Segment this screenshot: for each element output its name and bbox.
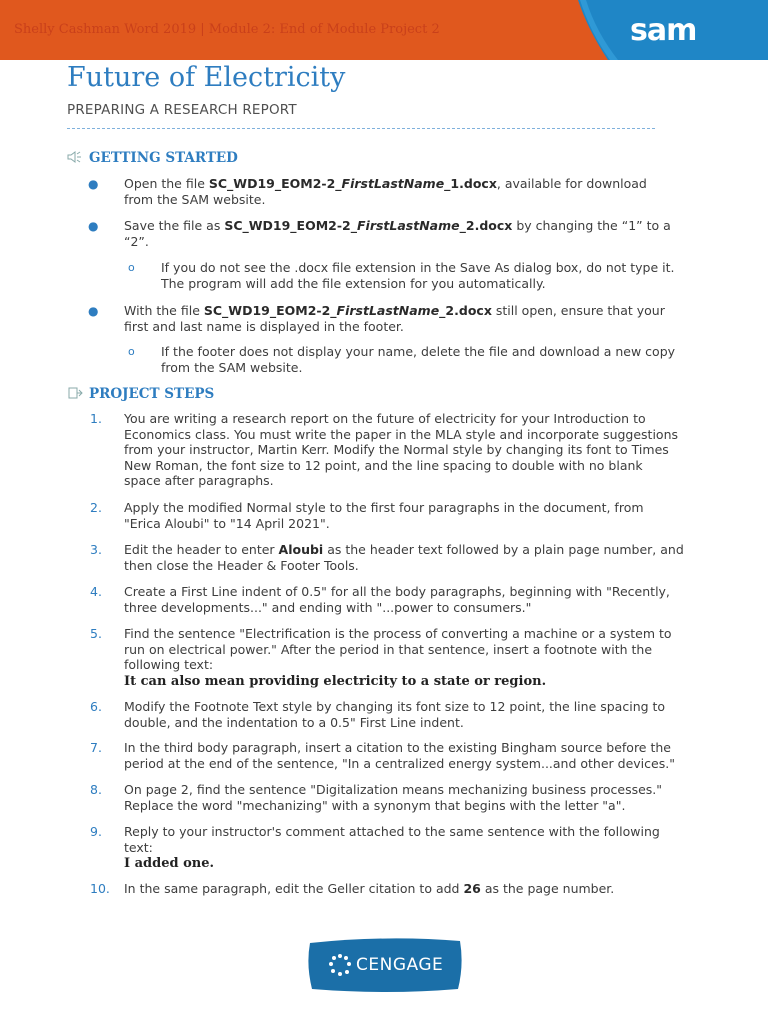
step-8: On page 2, find the sentence "Digitalization means mechanizing business processes." Replace the word "mechanizing" with a synonym that begins with the letter "a". (124, 782, 663, 813)
step-number: 8. (90, 782, 102, 797)
header-banner (0, 0, 768, 60)
gs-item-3-note: If the footer does not display your name, delete the file and download a new copy from the SAM website. (161, 344, 676, 375)
bullet-dot: ● (88, 219, 99, 233)
step-number: 5. (90, 626, 102, 641)
document-title: Future of Electricity (67, 62, 346, 93)
section-heading: PROJECT STEPS (89, 386, 215, 402)
sam-logo: sam (630, 13, 697, 48)
step-number: 3. (90, 542, 102, 557)
step-7: In the third body paragraph, insert a citation to the existing Bingham source before the period at the end of the sentence, "In a centralized energy system...and other devices." (124, 740, 675, 771)
step-9: Reply to your instructor's comment attached to the same sentence with the following text: I added one. (124, 824, 660, 871)
insert-text: It can also mean providing electricity to a state or region. (124, 673, 547, 689)
step-6: Modify the Footnote Text style by changing its font size to 12 point, the line spacing to double, and the indentation to a 0.5" First Line indent. (124, 699, 666, 730)
gs-item-2: Save the file as SC_WD19_EOM2-2_FirstLastName_2.docx by changing the “1” to a “2”. (124, 218, 671, 249)
gs-item-3: With the file SC_WD19_EOM2-2_FirstLastName_2.docx still open, ensure that your first and last name is displayed in the footer. (124, 303, 665, 334)
sub-bullet: o (128, 345, 135, 358)
step-2: Apply the modified Normal style to the first four paragraphs in the document, from "Erica Aloubi" to "14 April 2021". (124, 500, 644, 531)
step-number: 7. (90, 740, 102, 755)
section-project-steps (67, 386, 214, 402)
step-number: 2. (90, 500, 102, 515)
gs-item-2-note: If you do not see the .docx file extension in the Save As dialog box, do not type it. The program will add the file extension for you automatically. (161, 260, 675, 291)
document-subtitle: PREPARING A RESEARCH REPORT (67, 102, 297, 118)
dashed-divider (67, 128, 655, 129)
step-number: 4. (90, 584, 102, 599)
step-10: In the same paragraph, edit the Geller citation to add 26 as the page number. (124, 881, 615, 896)
steps-icon (67, 387, 83, 399)
speaker-icon (67, 151, 83, 163)
step-4: Create a First Line indent of 0.5" for all the body paragraphs, beginning with "Recently, three developments..." and ending with "...power to consumers." (124, 584, 670, 615)
section-getting-started (67, 150, 238, 166)
step-3: Edit the header to enter Aloubi as the header text followed by a plain page number, and then close the Header & Footer Tools. (124, 542, 684, 573)
step-1: You are writing a research report on the future of electricity for your Introduction to Economics class. You must write the paper in the MLA style and incorporate suggestions from your instructor, Martin Kerr. Modify the Normal style by changing its font to Times New Roman, the font size to 12 point, and the line spacing to double with no blank space after paragraphs. (124, 411, 679, 488)
sub-bullet: o (128, 261, 135, 274)
bullet-dot: ● (88, 304, 99, 318)
step-number: 9. (90, 824, 102, 839)
section-heading: GETTING STARTED (89, 150, 238, 166)
step-number: 10. (90, 881, 110, 896)
banner-title: Shelly Cashman Word 2019 | Module 2: End of Module Project 2 (14, 22, 440, 37)
cengage-logo-text: CENGAGE (356, 955, 444, 975)
step-number: 6. (90, 699, 102, 714)
step-number: 1. (90, 411, 102, 426)
gs-item-1: Open the file SC_WD19_EOM2-2_FirstLastName_1.docx, available for download from the SAM website. (124, 176, 647, 207)
bullet-dot: ● (88, 177, 99, 191)
insert-text: I added one. (124, 856, 215, 871)
step-5: Find the sentence "Electrification is the process of converting a machine or a system to run on electrical power." After the period in that sentence, insert a footnote with the following text: It can also mean providing electricity to a state or region. (124, 626, 672, 689)
